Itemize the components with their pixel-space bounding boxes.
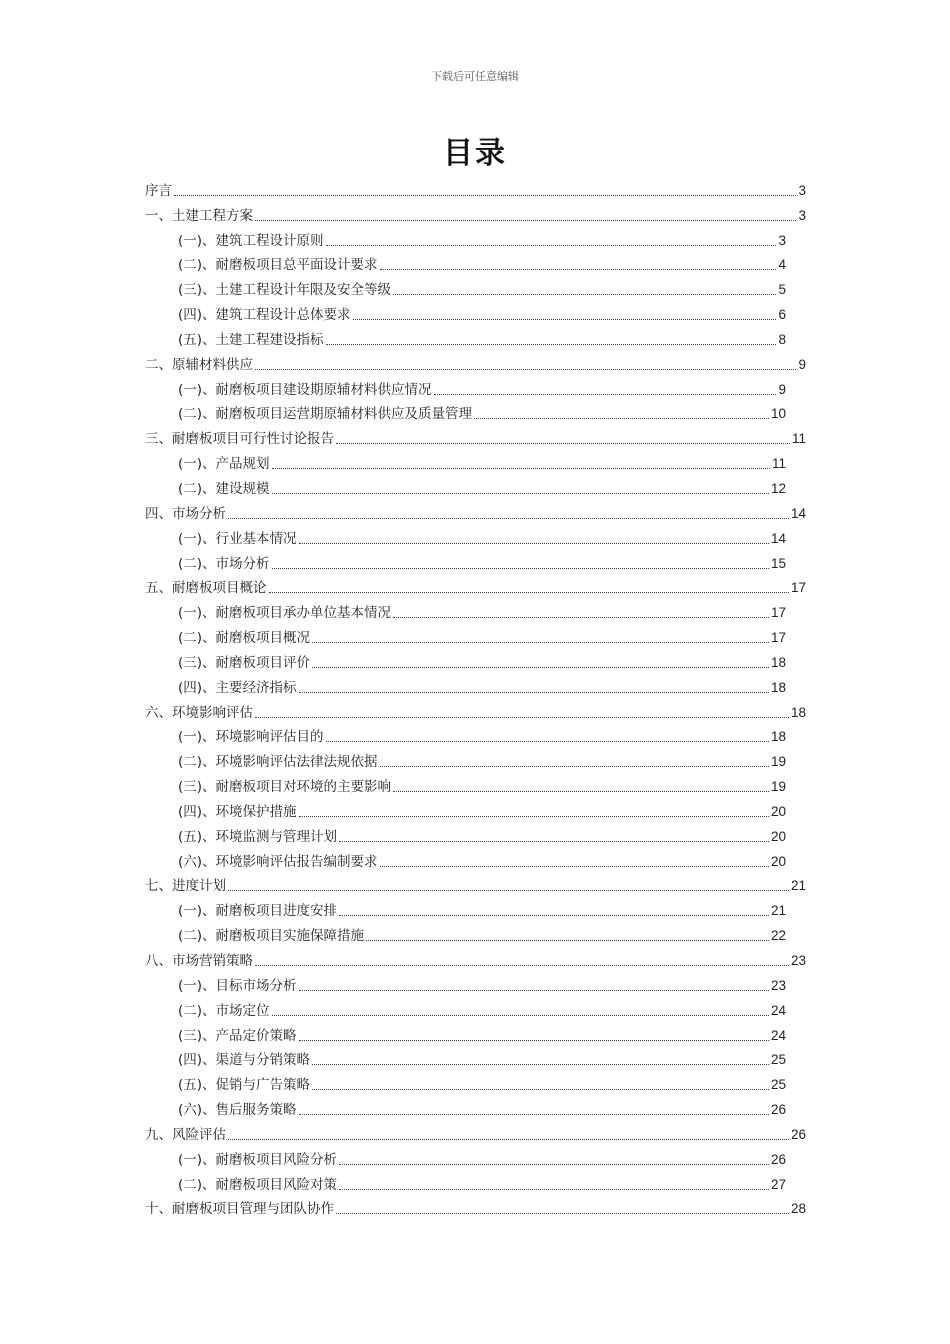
toc-entry-label: 九、风险评估 [145,1126,226,1143]
toc-entry[interactable] [145,349,806,374]
toc-dot-leader [255,369,796,370]
toc-entry-label: (三)、产品定价策略 [178,1027,297,1044]
toc-entry-label: (一)、环境影响评估目的 [178,729,324,746]
toc-dot-leader [366,940,769,941]
toc-entry[interactable] [145,920,806,945]
toc-entry-label: 八、市场营销策略 [145,953,253,969]
toc-entry[interactable] [145,274,806,299]
toc-entry-label: (四)、建筑工程设计总体要求 [178,307,351,324]
toc-entry[interactable] [145,895,806,920]
toc-dot-leader [434,394,777,395]
toc-entry[interactable] [145,324,806,349]
toc-entry[interactable] [145,1194,806,1219]
toc-dot-leader [474,418,769,419]
toc-entry[interactable] [145,846,806,871]
toc-entry-page: 9 [778,381,786,397]
toc-entry-page: 3 [798,182,806,198]
toc-entry-page: 28 [790,1201,806,1217]
toc-title: 目录 [443,136,507,171]
toc-entry-label: (一)、建筑工程设计原则 [178,232,324,249]
toc-dot-leader [255,965,789,966]
toc-dot-leader [269,592,789,593]
toc-entry-page: 27 [770,1176,786,1192]
toc-entry-page: 8 [778,331,786,347]
toc-entry-label: 一、土建工程方案 [145,207,253,224]
toc-entry[interactable] [145,622,806,647]
toc-entry-page: 21 [790,878,806,894]
toc-entry[interactable] [145,1119,806,1144]
toc-entry-page: 14 [770,530,786,546]
toc-dot-leader [299,990,769,991]
toc-entry[interactable] [145,722,806,747]
toc-entry-page: 3 [778,232,786,248]
toc-entry-label: (二)、建设规模 [178,480,270,497]
toc-entry[interactable] [145,423,806,448]
toc-entry-page: 18 [770,729,786,745]
toc-entry-label: (一)、耐磨板项目承办单位基本情况 [178,605,392,622]
toc-entry-page: 26 [770,1102,786,1118]
toc-entry-page: 26 [770,1151,786,1167]
toc-entry[interactable] [145,225,806,250]
toc-entry-label: (六)、售后服务策略 [178,1102,297,1119]
toc-entry[interactable] [145,1069,806,1094]
toc-entry[interactable] [145,647,806,672]
toc-entry-page: 15 [770,555,786,571]
toc-entry-label: (一)、目标市场分析 [178,977,297,994]
toc-entry-label: (五)、环境监测与管理计划 [178,828,338,845]
toc-entry-label: 三、耐磨板项目可行性讨论报告 [145,431,334,448]
toc-entry-label: 序言 [145,182,172,199]
toc-entry-label: (四)、渠道与分销策略 [178,1052,311,1069]
toc-entry-page: 10 [770,406,786,422]
toc-entry[interactable] [145,1020,806,1045]
toc-entry[interactable] [145,970,806,995]
toc-entry-label: (三)、耐磨板项目对环境的主要影响 [178,779,392,796]
toc-entry[interactable] [145,473,806,498]
toc-dot-leader [380,269,777,270]
toc-entry-label: (二)、耐磨板项目总平面设计要求 [178,257,378,274]
table-of-contents [145,175,806,1218]
toc-entry-page: 14 [790,505,806,521]
toc-dot-leader [299,816,769,817]
toc-dot-leader [312,642,769,643]
toc-entry-page: 23 [790,953,806,968]
toc-entry-page: 6 [778,307,786,323]
toc-entry[interactable] [145,573,806,598]
toc-dot-leader [339,915,769,916]
toc-entry-label: (二)、耐磨板项目实施保障措施 [178,928,365,945]
toc-entry-page: 18 [770,654,786,670]
toc-entry[interactable] [145,374,806,399]
toc-entry-page: 18 [790,704,806,720]
toc-dot-leader [312,1089,769,1090]
toc-entry[interactable] [145,597,806,622]
toc-entry-page: 24 [770,1027,786,1043]
toc-entry[interactable] [145,746,806,771]
toc-dot-leader [272,568,769,569]
toc-dot-leader [336,1213,789,1214]
toc-entry[interactable] [145,399,806,424]
toc-dot-leader [312,667,769,668]
toc-entry[interactable] [145,821,806,846]
toc-entry-label: (二)、耐磨板项目概况 [178,630,311,647]
toc-entry-label: (一)、耐磨板项目风险分析 [178,1151,338,1168]
toc-entry-page: 18 [770,679,786,695]
toc-entry-label: 二、原辅材料供应 [145,356,253,373]
toc-entry[interactable] [145,200,806,225]
toc-dot-leader [255,220,796,221]
toc-dot-leader [272,468,770,469]
toc-dot-leader [228,890,789,891]
toc-entry[interactable] [145,498,806,523]
toc-entry-page: 11 [791,431,806,447]
toc-entry[interactable] [145,1144,806,1169]
toc-entry-page: 3 [798,207,806,223]
toc-entry-label: (五)、促销与广告策略 [178,1077,311,1094]
toc-entry-label: 十、耐磨板项目管理与团队协作 [145,1201,334,1218]
toc-entry[interactable] [145,1094,806,1119]
toc-dot-leader [299,692,769,693]
toc-entry-label: 七、进度计划 [145,878,226,895]
toc-entry[interactable] [145,771,806,796]
toc-entry[interactable] [145,548,806,573]
toc-dot-leader [393,294,776,295]
toc-entry-label: (二)、市场分析 [178,555,270,572]
toc-dot-leader [174,195,796,196]
toc-entry-page: 4 [778,257,786,273]
toc-entry[interactable] [145,175,806,200]
toc-dot-leader [380,866,769,867]
toc-entry-page: 12 [770,480,786,496]
toc-entry[interactable] [145,672,806,697]
toc-dot-leader [326,245,777,246]
toc-entry-page: 17 [770,605,786,621]
toc-dot-leader [393,791,769,792]
toc-dot-leader [380,766,769,767]
toc-dot-leader [228,1139,789,1140]
toc-entry-page: 21 [770,903,786,919]
toc-dot-leader [339,1189,769,1190]
toc-entry-page: 17 [770,630,786,646]
toc-entry-page: 24 [770,1002,786,1018]
toc-entry-page: 20 [770,803,786,819]
toc-dot-leader [353,319,777,320]
toc-entry-label: (三)、土建工程设计年限及安全等级 [178,282,392,299]
toc-dot-leader [339,1164,769,1165]
toc-entry-label: (二)、耐磨板项目风险对策 [178,1176,338,1193]
toc-entry-page: 25 [770,1077,786,1093]
toc-dot-leader [326,344,777,345]
toc-dot-leader [299,543,769,544]
toc-entry-page: 11 [771,456,786,472]
toc-entry[interactable] [145,796,806,821]
toc-entry[interactable] [145,448,806,473]
toc-dot-leader [272,1015,769,1016]
toc-entry-label: (一)、耐磨板项目进度安排 [178,903,338,920]
toc-entry[interactable] [145,995,806,1020]
toc-entry[interactable] [145,1169,806,1194]
toc-dot-leader [272,493,769,494]
toc-entry-page: 5 [778,282,786,298]
toc-entry-page: 23 [770,977,786,993]
toc-entry[interactable] [145,871,806,896]
toc-dot-leader [393,617,769,618]
toc-dot-leader [255,717,789,718]
toc-entry-page: 9 [798,356,806,372]
toc-entry-page: 22 [770,928,786,944]
toc-entry-label: (二)、市场定位 [178,1002,270,1019]
toc-entry[interactable] [145,250,806,275]
toc-dot-leader [299,1114,769,1115]
toc-entry-page: 20 [770,853,786,869]
toc-dot-leader [339,841,769,842]
toc-entry-label: (二)、环境影响评估法律法规依据 [178,754,378,771]
toc-entry[interactable] [145,697,806,722]
toc-entry-page: 25 [770,1052,786,1068]
toc-entry-label: 六、环境影响评估 [145,704,253,721]
toc-entry-label: (三)、耐磨板项目评价 [178,654,311,671]
toc-entry-label: (六)、环境影响评估报告编制要求 [178,853,378,870]
toc-dot-leader [228,518,789,519]
toc-dot-leader [312,1064,769,1065]
toc-dot-leader [299,1040,769,1041]
toc-entry[interactable] [145,523,806,548]
toc-entry-page: 19 [770,754,786,770]
toc-entry[interactable] [145,945,806,970]
toc-entry-label: (五)、土建工程建设指标 [178,331,324,348]
toc-entry-label: (一)、耐磨板项目建设期原辅材料供应情况 [178,381,432,398]
toc-entry-page: 17 [790,580,806,596]
toc-entry-label: (二)、耐磨板项目运营期原辅材料供应及质量管理 [178,406,473,423]
toc-entry[interactable] [145,299,806,324]
toc-entry-label: 五、耐磨板项目概论 [145,580,267,597]
toc-dot-leader [326,741,769,742]
toc-entry-label: (一)、产品规划 [178,456,270,473]
toc-entry-label: (四)、环境保护措施 [178,803,297,820]
toc-entry-label: 四、市场分析 [145,505,226,522]
toc-entry-page: 20 [770,828,786,844]
toc-entry[interactable] [145,1045,806,1070]
toc-entry-label: (一)、行业基本情况 [178,530,297,547]
toc-entry-page: 19 [770,779,786,795]
toc-entry-label: (四)、主要经济指标 [178,679,297,696]
toc-dot-leader [336,443,790,444]
header-note: 下载后可任意编辑 [431,70,519,83]
toc-entry-page: 26 [790,1126,806,1142]
